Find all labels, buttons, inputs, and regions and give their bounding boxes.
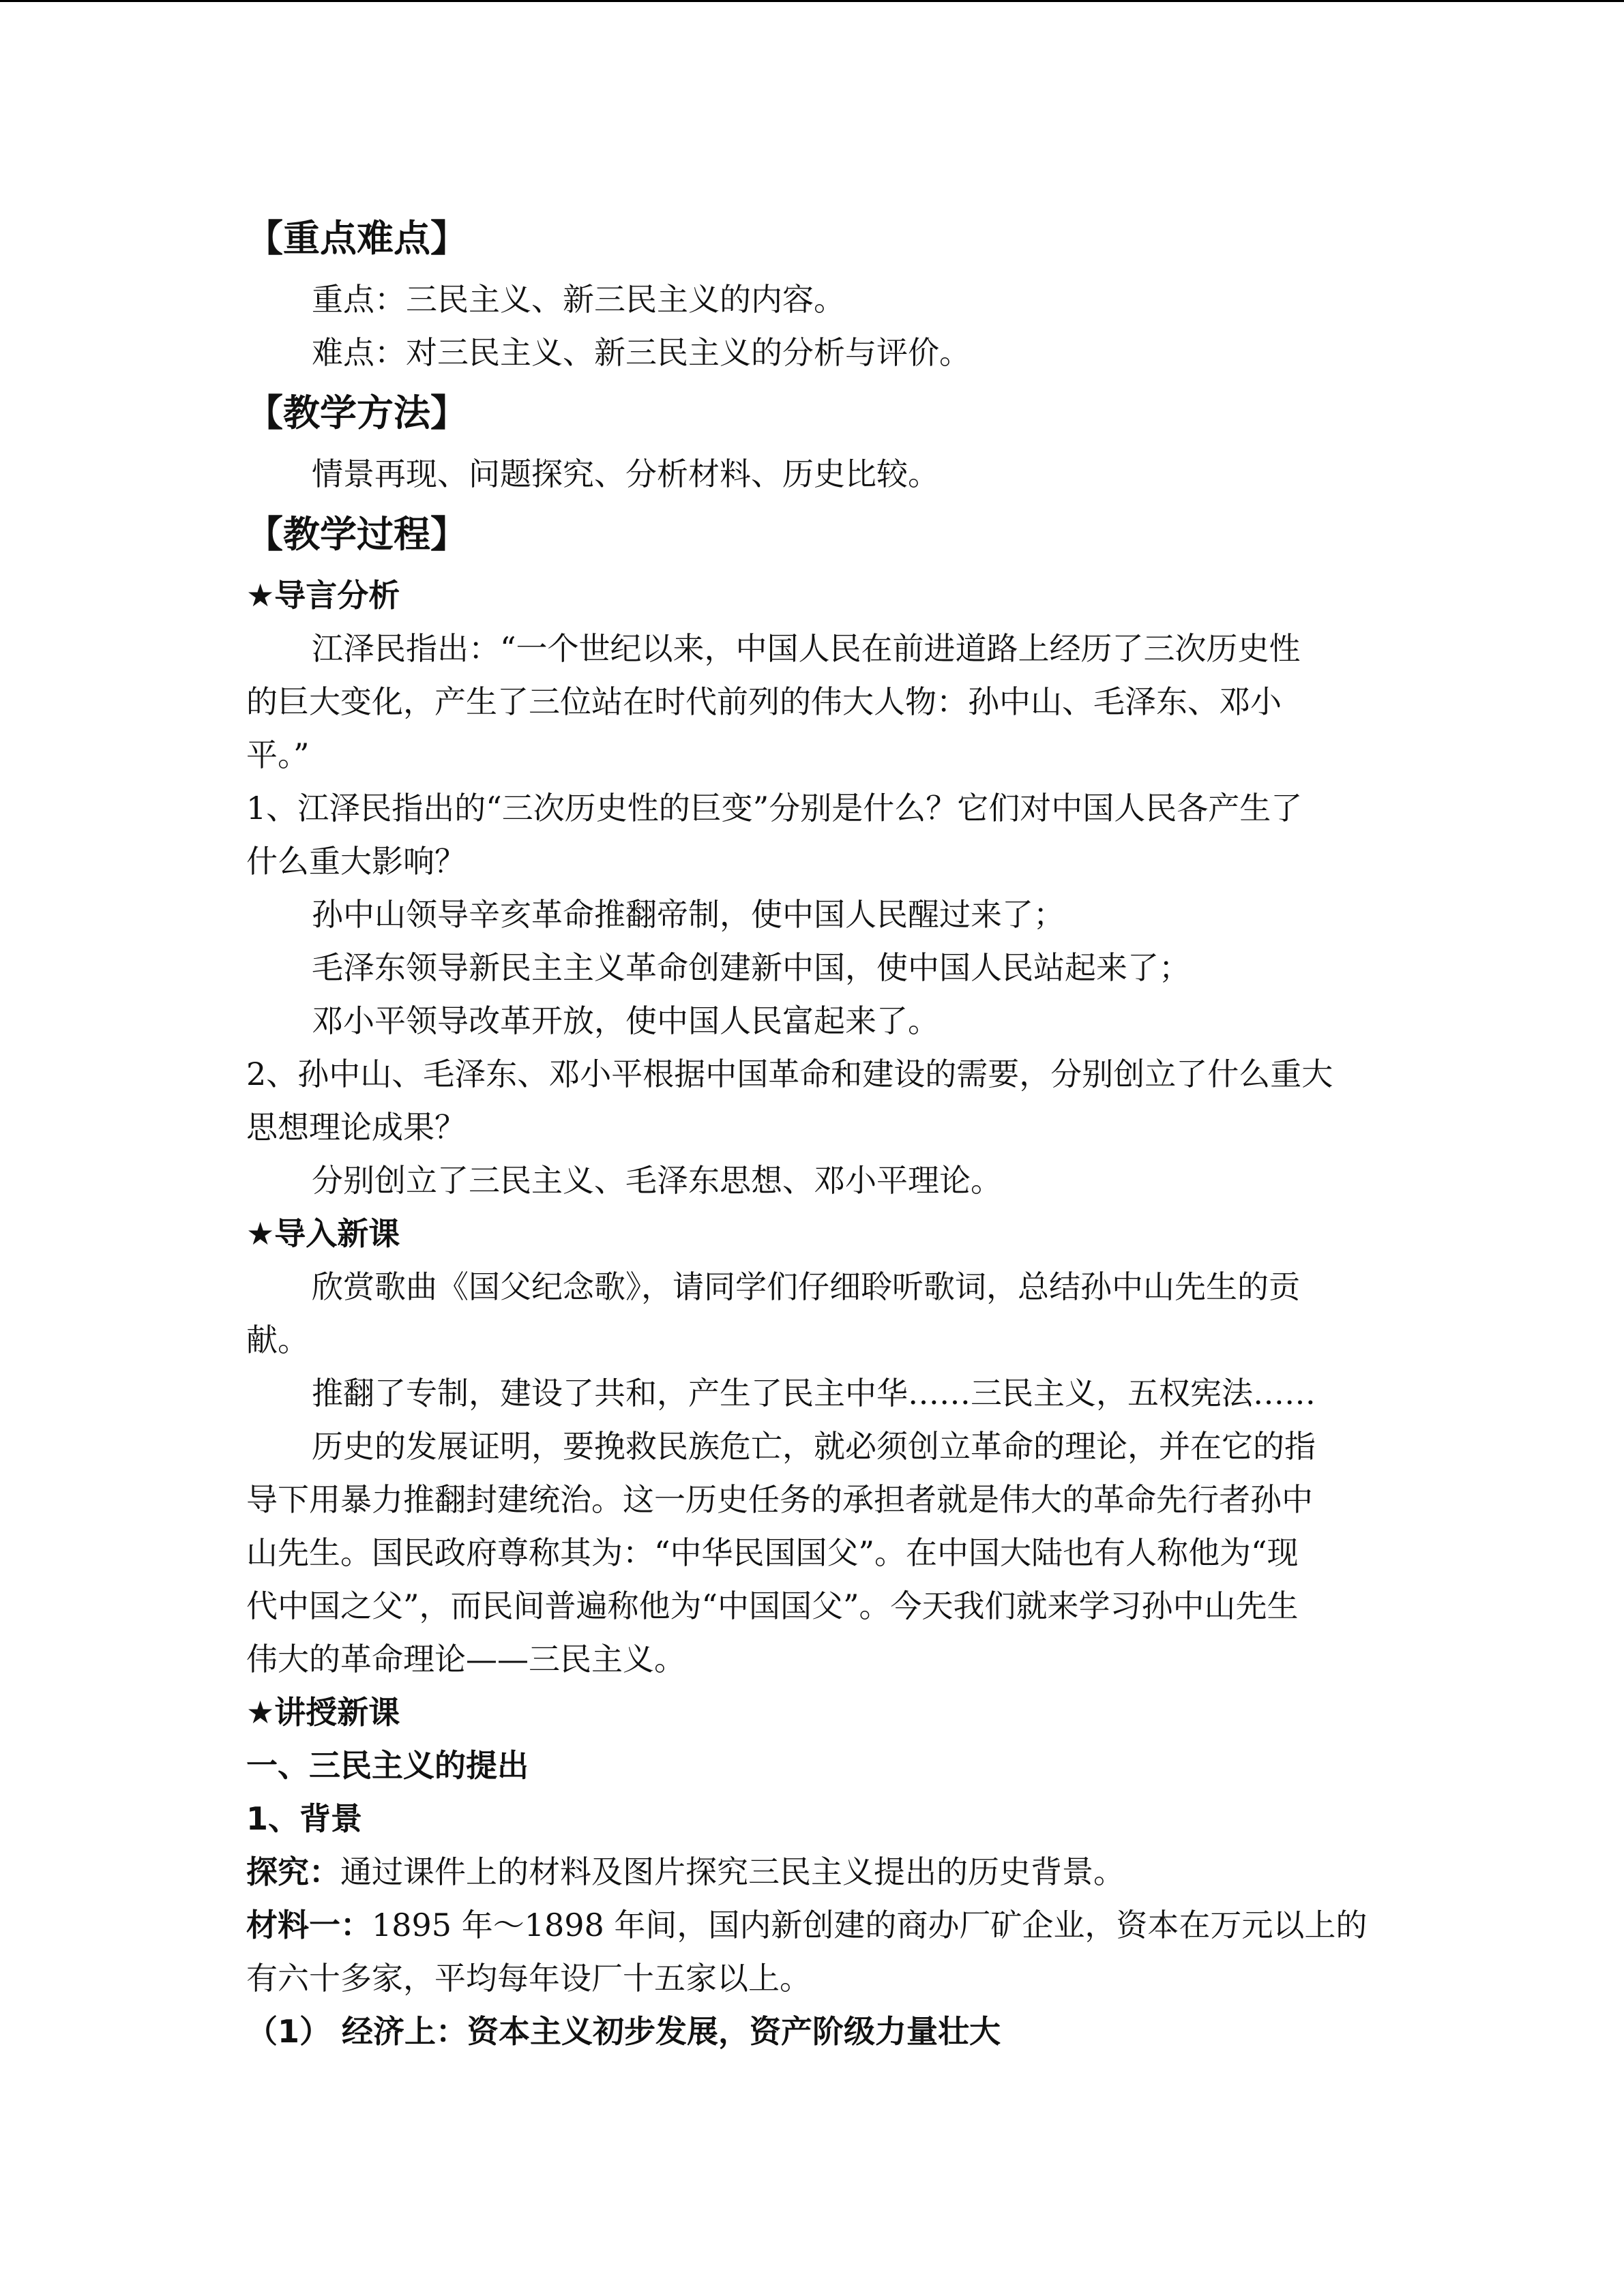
material-line-2: 有六十多家，平均每年设厂十五家以上。 — [246, 1960, 811, 1997]
quote-line-3: 平。” — [246, 736, 310, 773]
question-1-line-2: 什么重大影响？ — [246, 843, 466, 880]
answer-2: 分别创立了三民主义、毛泽东思想、邓小平理论。 — [312, 1162, 1002, 1199]
song-line-1: 欣赏歌曲《国父纪念歌》，请同学们仔细聆听歌词，总结孙中山先生的贡 — [312, 1268, 1300, 1305]
document-page — [246, 205, 1378, 2058]
explore-text: 通过课件上的材料及图片探究三民主义提出的历史背景。 — [340, 1853, 1125, 1890]
answer-1-mao: 毛泽东领导新民主主义革命创建新中国，使中国人民站起来了； — [312, 949, 1190, 986]
teaching-method-text: 情景再现、问题探究、分析材料、历史比较。 — [312, 456, 939, 492]
question-2-line-2: 思想理论成果？ — [246, 1109, 466, 1146]
question-2-line-1: 2、孙中山、毛泽东、邓小平根据中国革命和建设的需要，分别创立了什么重大 — [246, 1056, 1333, 1092]
top-border-line — [0, 0, 1624, 2]
difficulty-text: 难点：对三民主义、新三民主义的分析与评价。 — [312, 334, 971, 371]
part-1-heading: 一、三民主义的提出 — [246, 1747, 529, 1784]
quote-line-1: 江泽民指出：“一个世纪以来，中国人民在前进道路上经历了三次历史性 — [312, 630, 1301, 667]
heading-key-points: 【重点难点】 — [246, 217, 467, 260]
question-1-line-1: 1、江泽民指出的“三次历史性的巨变”分别是什么？它们对中国人民各产生了 — [246, 790, 1303, 826]
lyrics-text: 推翻了专制，建设了共和，产生了民主中华……三民主义，五权宪法…… — [312, 1375, 1316, 1412]
material-label: 材料一： — [246, 1907, 372, 1943]
song-line-2: 献。 — [246, 1322, 309, 1358]
intro-heading: ★导言分析 — [246, 577, 400, 614]
history-line-1: 历史的发展证明，要挽救民族危亡，就必须创立革命的理论，并在它的指 — [312, 1428, 1316, 1465]
answer-1-deng: 邓小平领导改革开放，使中国人民富起来了。 — [312, 1002, 939, 1039]
history-line-2: 导下用暴力推翻封建统治。这一历史任务的承担者就是伟大的革命先行者孙中 — [246, 1481, 1313, 1518]
point-1-economy: （1） 经济上：资本主义初步发展，资产阶级力量壮大 — [246, 2013, 1001, 2050]
focus-text: 重点：三民主义、新三民主义的内容。 — [312, 281, 845, 318]
material-line-1 — [246, 1898, 1378, 1952]
history-line-5: 伟大的革命理论——三民主义。 — [246, 1641, 685, 1678]
answer-1-sun: 孙中山领导辛亥革命推翻帝制，使中国人民醒过来了； — [312, 896, 1065, 933]
heading-teaching-method: 【教学方法】 — [246, 391, 467, 434]
new-lesson-heading: ★导入新课 — [246, 1215, 400, 1252]
heading-teaching-process: 【教学过程】 — [246, 513, 467, 556]
sub-1-background: 1、背景 — [246, 1800, 363, 1837]
explore-label: 探究： — [246, 1853, 340, 1890]
history-line-4: 代中国之父”，而民间普遍称他为“中国国父”。今天我们就来学习孙中山先生 — [246, 1587, 1299, 1624]
history-line-3: 山先生。国民政府尊称其为：“中华民国国父”。在中国大陆也有人称他为“现 — [246, 1534, 1299, 1571]
quote-line-2: 的巨大变化，产生了三位站在时代前列的伟大人物：孙中山、毛泽东、邓小 — [246, 683, 1282, 720]
explore-line — [246, 1845, 1378, 1898]
material-text-1: 1895 年～1898 年间，国内新创建的商办厂矿企业，资本在万元以上的 — [372, 1907, 1368, 1943]
lecture-heading: ★讲授新课 — [246, 1694, 400, 1731]
